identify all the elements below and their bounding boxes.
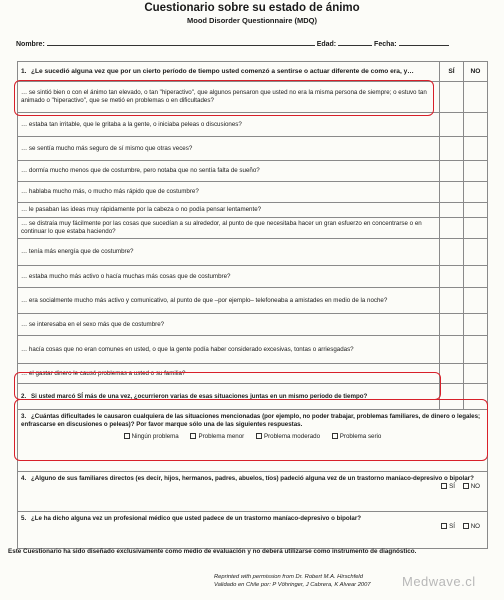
no-checkbox[interactable] (464, 336, 488, 364)
q4-question: 4. ¿Alguno de sus familiares directos (es decir, hijos, hermanos, padres, abuelos, tíos) padeció alguna vez de un trastorno maníaco-depresivo o bipolar? SÍ NO (18, 472, 488, 512)
q5-answers (21, 523, 484, 531)
date-field[interactable] (399, 38, 449, 46)
q1-header-row (18, 62, 488, 82)
checkbox-icon (256, 433, 262, 439)
age-label: Edad: (316, 41, 337, 48)
page-title: Cuestionario sobre su estado de ánimo (144, 2, 360, 14)
q1-question: 1. ¿Le sucedió alguna vez que por un cierto período de tiempo usted comenzó a sentirse o actuar diferente de como era, y… (18, 62, 440, 82)
q1-item-text: … estaba tan irritable, que le gritaba a la gente, o iniciaba peleas o discusiones? (18, 113, 440, 137)
yes-checkbox[interactable] (440, 137, 464, 161)
checkbox-icon (124, 433, 130, 439)
q3-options (21, 429, 484, 441)
no-checkbox[interactable] (464, 288, 488, 314)
no-checkbox[interactable] (464, 364, 488, 384)
credits-line-2: Validado en Chile por: P Vöhringer, J Cabrera, K Alvear 2007 (214, 581, 371, 588)
q1-item-text: … hacía cosas que no eran comunes en usted, o que la gente podía haber considerado excesivas, tontas o arriesgadas? (18, 336, 440, 364)
table-row (18, 161, 488, 182)
checkbox-icon (441, 483, 447, 489)
no-checkbox[interactable] (464, 113, 488, 137)
yes-checkbox[interactable] (440, 182, 464, 203)
q1-item-text: … se interesaba en el sexo más que de costumbre? (18, 314, 440, 336)
no-checkbox[interactable] (464, 239, 488, 266)
no-checkbox[interactable] (464, 161, 488, 182)
q1-item-text: … el gastar dinero le causó problemas a usted o su familia? (18, 364, 440, 384)
disclaimer-text: Este Cuestionario ha sido diseñado exclusivamente como medio de evaluación y no deberá utilizarse como instrumento de diagnóstico. (8, 548, 417, 555)
q4-si-option[interactable]: SÍ (441, 483, 455, 490)
yes-checkbox[interactable] (440, 161, 464, 182)
no-checkbox[interactable] (464, 137, 488, 161)
table-row (18, 218, 488, 239)
page-subtitle: Mood Disorder Questionnaire (MDQ) (186, 16, 317, 25)
table-row (18, 137, 488, 161)
q1-item-text: … dormía mucho menos que de costumbre, pero notaba que no sentía falta de sueño? (18, 161, 440, 182)
no-column-header: NO (464, 62, 488, 82)
no-checkbox[interactable] (464, 314, 488, 336)
yes-checkbox[interactable] (440, 384, 464, 410)
q5-si-option[interactable]: SÍ (441, 523, 455, 530)
q1-item-text: … tenía más energía que de costumbre? (18, 239, 440, 266)
no-checkbox[interactable] (464, 384, 488, 410)
table-row (18, 336, 488, 364)
name-field[interactable] (47, 38, 315, 46)
yes-checkbox[interactable] (440, 203, 464, 218)
checkbox-icon (463, 523, 469, 529)
date-label: Fecha: (374, 41, 397, 48)
table-row (18, 182, 488, 203)
table-row (18, 82, 488, 113)
q1-item-text: … estaba mucho más activo o hacía muchas más cosas que de costumbre? (18, 266, 440, 288)
q3-option[interactable]: Problema menor (190, 433, 244, 440)
q1-item-text: … le pasaban las ideas muy rápidamente por la cabeza o no podía pensar lentamente? (18, 203, 440, 218)
q3-row (18, 410, 488, 472)
table-row (18, 239, 488, 266)
q3-question: 3. ¿Cuántas dificultades le causaron cualquiera de las situaciones mencionadas (por ejemplo, no poder trabajar, problemas familiares, de dinero o legales; enfrascarse en discusiones o peleas)? Por favor marque sólo una de las siguientes respuestas. Ningún problema Problema menor Problema moderado Problema serio (18, 410, 488, 472)
yes-column-header: SÍ (440, 62, 464, 82)
age-field[interactable] (338, 38, 372, 46)
q4-no-option[interactable]: NO (463, 483, 480, 490)
credits-line-1: Reprinted with permission from Dr. Robert M.A. Hirschfeld (214, 574, 363, 580)
q4-row (18, 472, 488, 512)
no-checkbox[interactable] (464, 266, 488, 288)
no-checkbox[interactable] (464, 218, 488, 239)
checkbox-icon (332, 433, 338, 439)
table-row (18, 314, 488, 336)
q5-no-option[interactable]: NO (463, 523, 480, 530)
q2-question: 2. Si usted marcó SÍ más de una vez, ¿ocurrieron varias de esas situaciones juntas en un mismo período de tiempo? (18, 384, 440, 410)
yes-checkbox[interactable] (440, 364, 464, 384)
table-row (18, 288, 488, 314)
watermark-logo: Medwave.cl (402, 574, 476, 589)
table-row (18, 364, 488, 384)
q2-row (18, 384, 488, 410)
yes-checkbox[interactable] (440, 314, 464, 336)
yes-checkbox[interactable] (440, 266, 464, 288)
yes-checkbox[interactable] (440, 288, 464, 314)
patient-info-row (16, 38, 490, 48)
q1-item-text: … era socialmente mucho más activo y comunicativo, al punto de que –por ejemplo– telefoneaba a amistades en medio de la noche? (18, 288, 440, 314)
q3-option[interactable]: Ningún problema (124, 433, 179, 440)
q3-option[interactable]: Problema serio (332, 433, 382, 440)
name-label: Nombre: (16, 41, 45, 48)
q5-question: 5. ¿Le ha dicho alguna vez un profesional médico que usted padece de un trastorno maníaco-depresivo o bipolar? SÍ NO (18, 512, 488, 549)
q1-item-text: … hablaba mucho más, o mucho más rápido que de costumbre? (18, 182, 440, 203)
q1-item-text: … se sentía mucho más seguro de sí mismo que otras veces? (18, 137, 440, 161)
table-row (18, 113, 488, 137)
checkbox-icon (190, 433, 196, 439)
questionnaire-table (17, 61, 488, 549)
yes-checkbox[interactable] (440, 239, 464, 266)
checkbox-icon (463, 483, 469, 489)
checkbox-icon (441, 523, 447, 529)
yes-checkbox[interactable] (440, 336, 464, 364)
q3-option[interactable]: Problema moderado (256, 433, 320, 440)
yes-checkbox[interactable] (440, 218, 464, 239)
no-checkbox[interactable] (464, 182, 488, 203)
q1-item-text: … se sintió bien o con el ánimo tan elevado, o tan "hiperactivo", que algunos pensaron que usted no era la misma persona de siempre; o estuvo tan animado o "hiperactivo", que se metió en problemas o en dificultades? (18, 82, 440, 113)
no-checkbox[interactable] (464, 82, 488, 113)
yes-checkbox[interactable] (440, 113, 464, 137)
yes-checkbox[interactable] (440, 82, 464, 113)
table-row (18, 266, 488, 288)
table-row (18, 203, 488, 218)
q1-item-text: … se distraía muy fácilmente por las cosas que sucedían a su alrededor, al punto de que necesitaba hacer un gran esfuerzo en concentrarse o en continuar lo que estaba haciendo? (18, 218, 440, 239)
q5-row (18, 512, 488, 549)
q4-answers (21, 483, 484, 491)
no-checkbox[interactable] (464, 203, 488, 218)
